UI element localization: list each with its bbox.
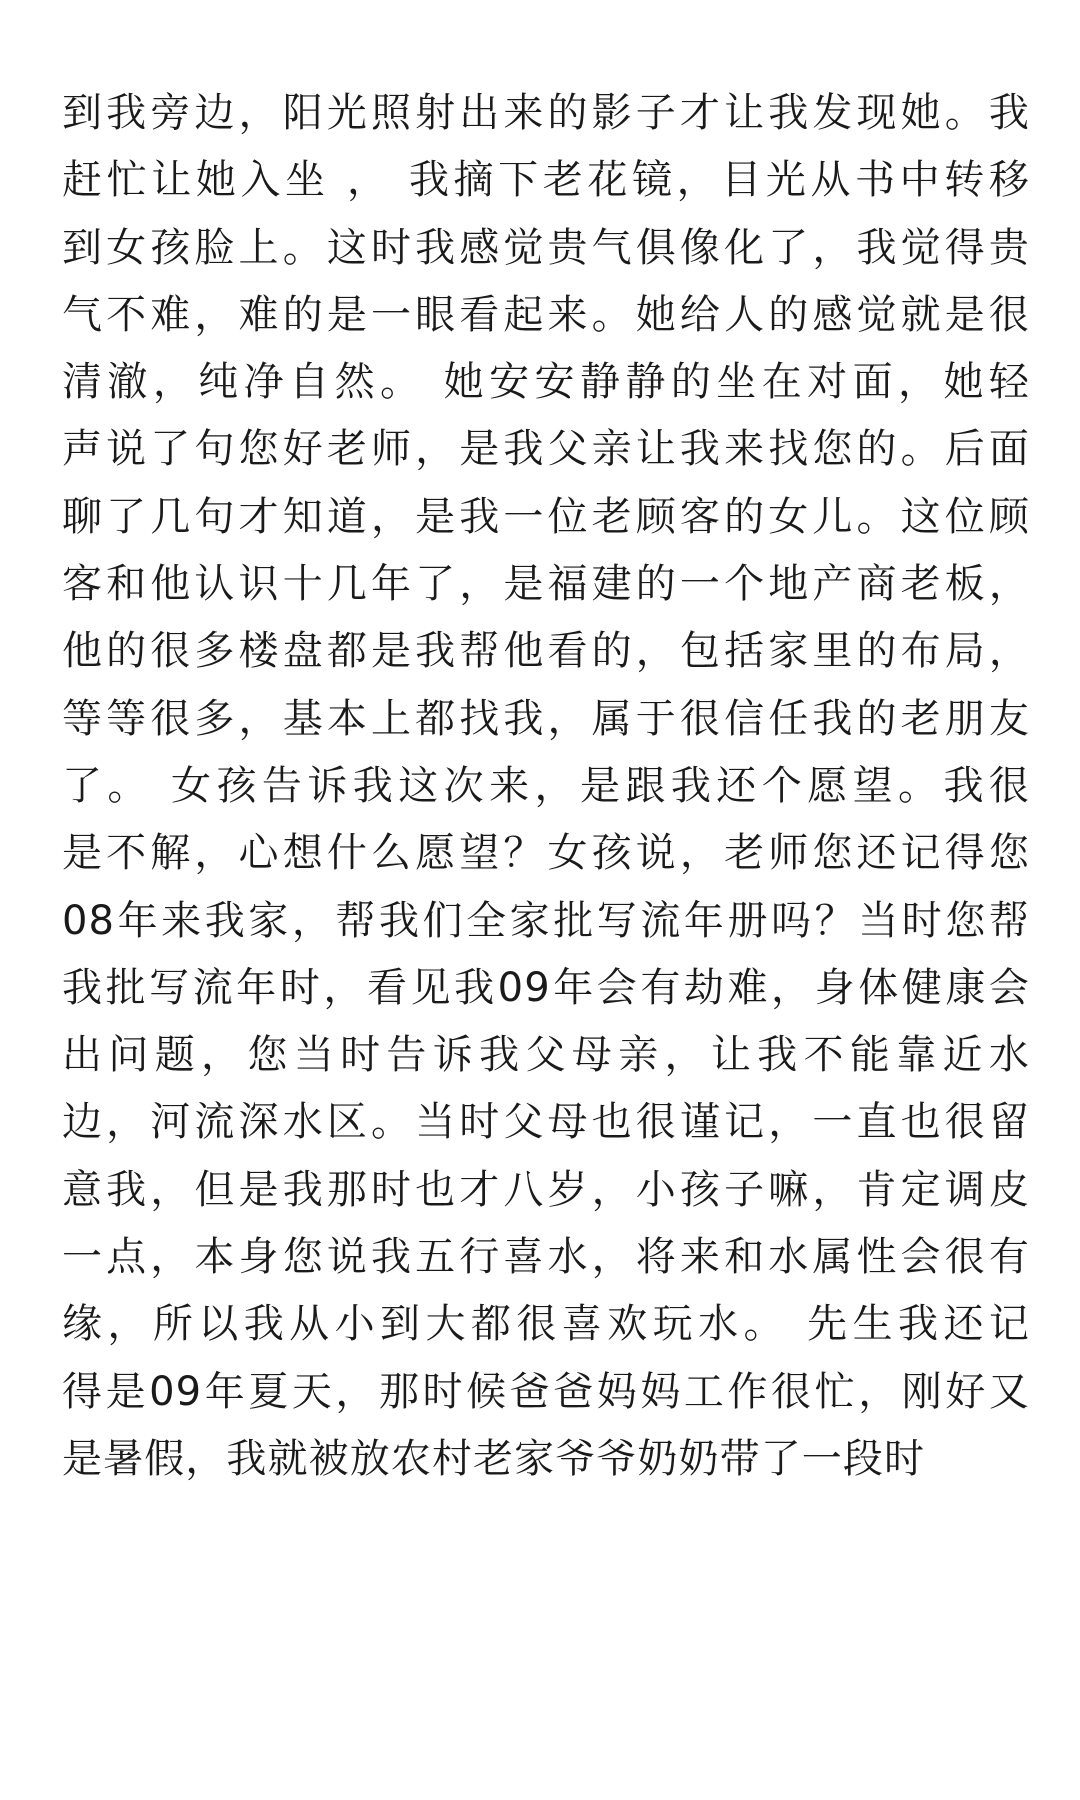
text-line: 得是09年夏天，那时候爸爸妈妈工作很忙，刚好又 — [62, 1368, 1030, 1415]
text-line: 一点，本身您说我五行喜水，将来和水属性会很有 — [62, 1234, 1030, 1281]
text-line: 声说了句您好老师，是我父亲让我来找您的。后面 — [62, 426, 1030, 473]
article-text — [62, 80, 1030, 1493]
text-line: 我批写流年时，看见我09年会有劫难，身体健康会 — [62, 964, 1030, 1011]
text-line: 到我旁边，阳光照射出来的影子才让我发现她。我 — [62, 90, 1030, 136]
text-line: 是暑假，我就被放农村老家爷爷奶奶带了一段时 — [62, 1435, 926, 1482]
text-line: 清澈，纯净自然。 她安安静静的坐在对面，她轻 — [62, 359, 1030, 406]
text-line: 意我，但是我那时也才八岁，小孩子嘛，肯定调皮 — [62, 1166, 1030, 1213]
text-line: 到女孩脸上。这时我感觉贵气俱像化了，我觉得贵 — [62, 224, 1030, 271]
text-line: 气不难，难的是一眼看起来。她给人的感觉就是很 — [62, 291, 1030, 338]
text-line: 聊了几句才知道，是我一位老顾客的女儿。这位顾 — [62, 493, 1030, 540]
text-line: 客和他认识十几年了，是福建的一个地产商老板， — [62, 561, 1030, 608]
text-line: 08年来我家，帮我们全家批写流年册吗？当时您帮 — [62, 897, 1030, 944]
text-line: 赶忙让她入坐 ， 我摘下老花镜，目光从书中转移 — [62, 157, 1030, 204]
text-line: 是不解，心想什么愿望？女孩说，老师您还记得您 — [62, 830, 1030, 877]
text-line: 边，河流深水区。当时父母也很谨记，一直也很留 — [62, 1099, 1030, 1146]
text-line: 了。 女孩告诉我这次来，是跟我还个愿望。我很 — [62, 762, 1030, 809]
text-line: 出问题，您当时告诉我父母亲，让我不能靠近水 — [62, 1032, 1030, 1079]
text-line: 等等很多，基本上都找我，属于很信任我的老朋友 — [62, 695, 1030, 742]
text-line: 缘，所以我从小到大都很喜欢玩水。 先生我还记 — [62, 1301, 1030, 1348]
text-line: 他的很多楼盘都是我帮他看的，包括家里的布局， — [62, 628, 1030, 675]
